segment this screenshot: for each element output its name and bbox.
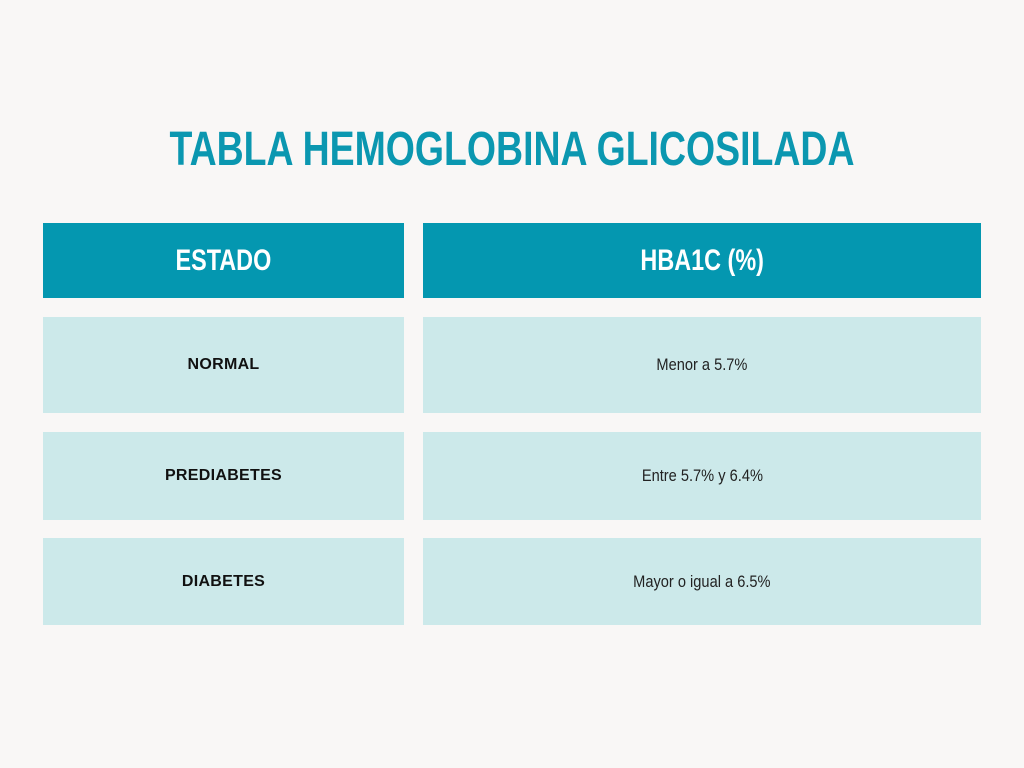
header-cell-hba1c [423,223,981,298]
table-row-diabetes-estado [43,538,404,625]
estado-label: PREDIABETES [164,467,283,484]
hba1c-value: Entre 5.7% y 6.4% [641,466,763,485]
header-label-estado: ESTADO [175,243,272,277]
table-row-prediabetes-value [423,432,981,520]
table-row-prediabetes-estado [43,432,404,520]
hba1c-value: Mayor o igual a 6.5% [633,571,771,591]
table-row-normal-value [423,317,981,413]
estado-label: NORMAL [187,356,260,373]
table-row-diabetes-value [423,538,981,625]
page-title: TABLA HEMOGLOBINA GLICOSILADA [169,123,855,176]
header-cell-estado [43,223,404,298]
header-label-hba1c: HBA1C (%) [640,243,764,277]
estado-label: DIABETES [181,572,266,590]
table-row-normal-estado [43,317,404,413]
hba1c-value: Menor a 5.7% [656,355,748,374]
